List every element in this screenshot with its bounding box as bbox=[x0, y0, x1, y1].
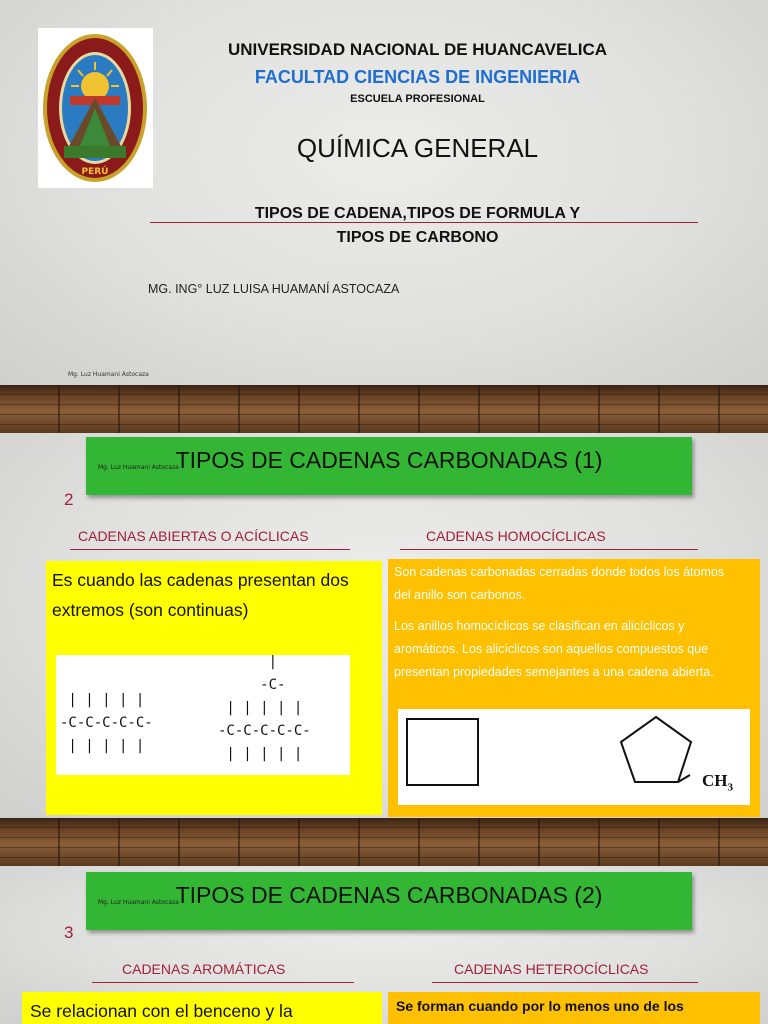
slide-title-bar bbox=[86, 437, 692, 495]
branched-chain-formula: | -C- | | | | | -C-C-C-C-C- | | | | | bbox=[218, 654, 311, 762]
slide-2 bbox=[0, 433, 768, 818]
university-name: UNIVERSIDAD NACIONAL DE HUANCAVELICA bbox=[227, 40, 608, 59]
methyl-subscript: 3 bbox=[727, 781, 733, 794]
slide-1 bbox=[0, 0, 768, 385]
slide-watermark: Mg. Luz Huamani Astocaza bbox=[98, 899, 179, 906]
right-heading: CADENAS HOMOCÍCLICAS bbox=[426, 528, 606, 544]
rings-svg bbox=[398, 709, 750, 805]
school-name: ESCUELA PROFESIONAL bbox=[350, 93, 485, 105]
logo-seal-icon bbox=[38, 28, 153, 188]
left-heading: CADENAS AROMÁTICAS bbox=[122, 961, 286, 977]
slide-number: 3 bbox=[64, 923, 74, 942]
slide-title-bar bbox=[86, 872, 692, 930]
professor-name: MG. ING° LUZ LUISA HUAMANÍ ASTOCAZA bbox=[148, 282, 400, 296]
slide-watermark: Mg. Luz Huamani Astocaza bbox=[98, 464, 179, 471]
methyl-label bbox=[702, 771, 733, 793]
cyclobutane-square bbox=[407, 719, 478, 785]
homocyclic-description-1: Son cadenas carbonadas cerradas donde todos los átomos del anillo son carbonos. bbox=[394, 565, 725, 602]
cyclopentane-pentagon bbox=[621, 717, 691, 782]
right-heading-underline bbox=[432, 982, 698, 983]
topic-title bbox=[180, 202, 655, 250]
aromatic-description: Se relacionan con el benceno y la bbox=[30, 1001, 293, 1021]
university-logo bbox=[38, 28, 153, 188]
topic-line-1: TIPOS DE CADENA,TIPOS DE FORMULA Y bbox=[254, 205, 581, 222]
homocyclic-description-2: Los anillos homocíclicos se clasifican en alicíclicos y aromáticos. Los alicíclicos son aquellos compuestos que presentan propiedades semejantes a una cadena abierta. bbox=[394, 619, 714, 679]
methyl-text: CH bbox=[702, 771, 728, 790]
acyclic-box bbox=[46, 561, 382, 815]
wood-floor-1 bbox=[0, 385, 768, 433]
slide-title: TIPOS DE CADENAS CARBONADAS (2) bbox=[175, 882, 603, 908]
right-heading-underline bbox=[400, 549, 698, 550]
right-heading: CADENAS HETEROCÍCLICAS bbox=[454, 961, 649, 977]
aromatic-box bbox=[22, 992, 382, 1024]
linear-chain-formula: | | | | | -C-C-C-C-C- | | | | | bbox=[60, 692, 153, 754]
course-title: QUÍMICA GENERAL bbox=[296, 133, 539, 163]
heterocyclic-description: Se forman cuando por lo menos uno de los bbox=[396, 998, 684, 1014]
acyclic-description: Es cuando las cadenas presentan dos extremos (son continuas) bbox=[52, 570, 349, 620]
wood-floor-2 bbox=[0, 818, 768, 866]
slide-title: TIPOS DE CADENAS CARBONADAS (1) bbox=[175, 447, 603, 473]
left-heading-underline bbox=[70, 549, 350, 550]
slide-number: 2 bbox=[64, 490, 74, 509]
title-underline bbox=[150, 222, 698, 223]
faculty-name: FACULTAD CIENCIAS DE INGENIERIA bbox=[254, 67, 581, 87]
left-heading: CADENAS ABIERTAS O ACÍCLICAS bbox=[78, 528, 309, 544]
left-heading-underline bbox=[92, 982, 354, 983]
ring-diagram bbox=[398, 709, 750, 805]
slide-3 bbox=[0, 866, 768, 1024]
svg-text:PERÚ: PERÚ bbox=[81, 167, 109, 177]
topic-line-2: TIPOS DE CARBONO bbox=[336, 229, 499, 246]
acyclic-chain-diagram bbox=[56, 655, 350, 775]
heterocyclic-box bbox=[388, 992, 760, 1024]
homocyclic-box bbox=[388, 559, 760, 817]
slide-footer: Mg. Luz Huamani Astocaza bbox=[68, 371, 149, 378]
